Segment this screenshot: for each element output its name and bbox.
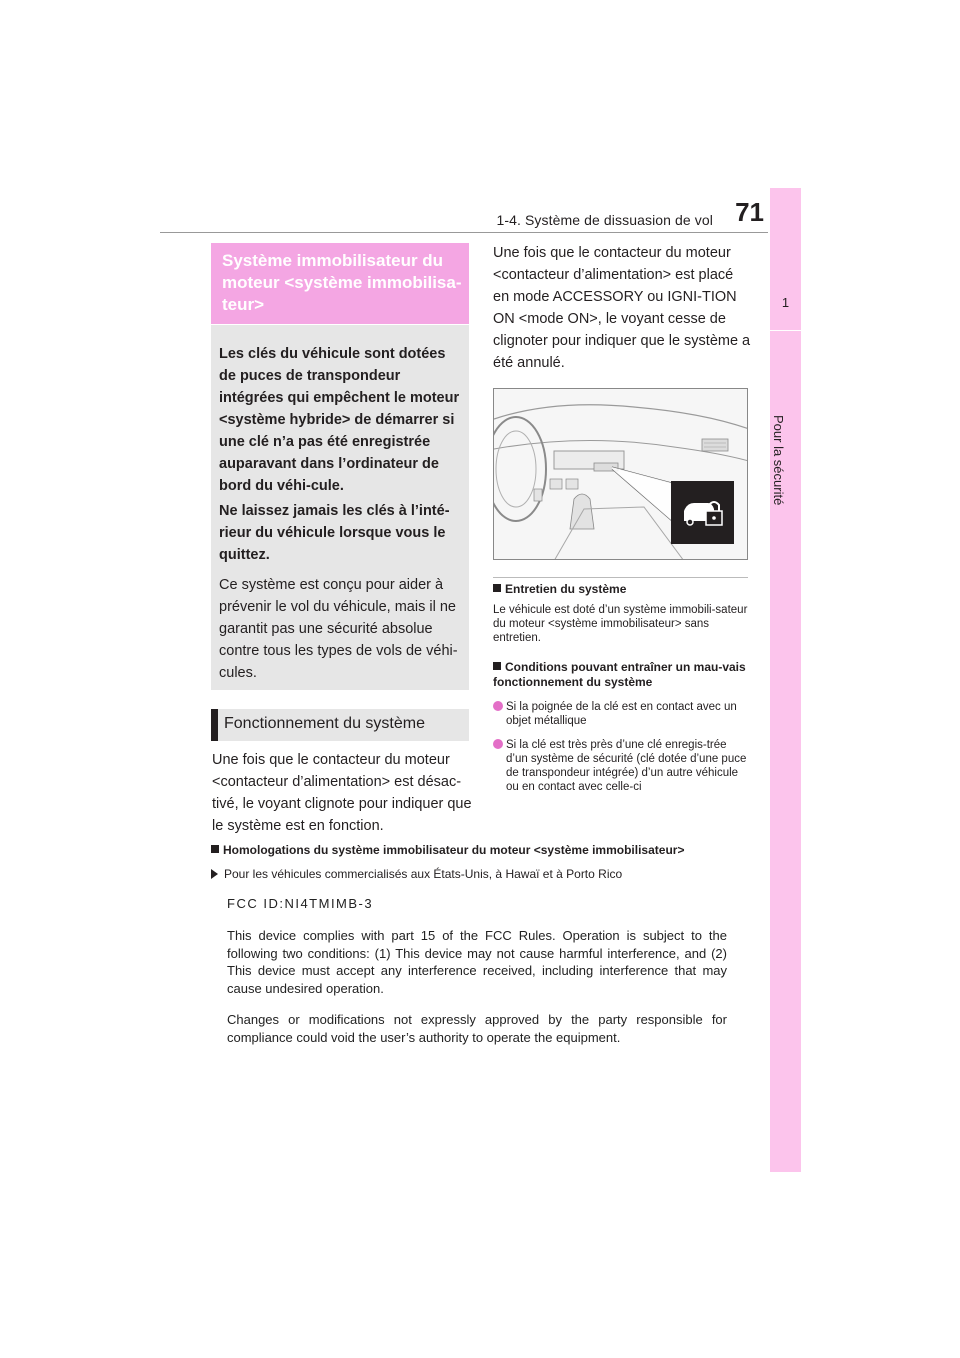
fcc-id: FCC ID:NI4TMIMB-3	[227, 896, 374, 911]
chapter-number: 1	[781, 295, 790, 310]
operation-heading-bar	[211, 709, 218, 741]
maintenance-heading: Entretien du système	[505, 582, 627, 596]
homologation-heading-row	[211, 843, 771, 857]
square-bullet-icon	[493, 584, 501, 592]
region-row	[211, 867, 771, 881]
homologation-heading: Homologations du système immobilisateur du moteur <système immobilisateur>	[223, 843, 685, 857]
chapter-side-tab	[770, 188, 801, 1172]
maintenance-heading-row	[493, 582, 751, 597]
bullet-text: Si la poignée de la clé est en contact avec un objet métallique	[506, 701, 737, 727]
list-item	[493, 738, 751, 812]
fcc-modifications-text: Changes or modifications not expressly approved by the party responsible for compliance could void the user’s authority to operate the equipment.	[227, 1012, 727, 1045]
immobilizer-title: Système immobilisateur du moteur <système immobilisa-teur>	[222, 251, 462, 314]
square-bullet-icon	[211, 845, 219, 853]
operation-body-off: Une fois que le contacteur du moteur <contacteur d’alimentation> est désac-tivé, le voyant clignote pour indiquer que le système est en fonction.	[212, 752, 472, 834]
operation-heading: Fonctionnement du système	[224, 715, 425, 732]
list-item	[493, 700, 751, 730]
bullet-text: Si la clé est très près d’une clé enregis-trée d’un système de sécurité (clé dotée d’une puce de transpondeur intégrée) d’un autre véhicule ou en contact avec celle-ci	[506, 739, 747, 793]
maintenance-text: Le véhicule est doté d’un système immobili-sateur du moteur <système immobilisateur> sans entretien.	[493, 604, 748, 644]
fcc-compliance-text: This device complies with part 15 of the FCC Rules. Operation is subject to the following two conditions: (1) This device may not cause harmful interference, and (2) This device must accept any interference received, including interference that may cause undesired operation.	[227, 928, 727, 996]
intro-disclaimer: Ce système est conçu pour aider à prévenir le vol du véhicule, mais il ne garantit pas une sécurité absolue contre tous les types de vols de véhi-cules.	[219, 577, 458, 681]
header-rule	[160, 232, 768, 233]
intro-key-transponder: Les clés du véhicule sont dotées de puces de transpondeur intégrées qui empêchent le moteur <système hybride> de démarrer si une clé n’a pas été enregistrée auparavant dans l’ordinateur de bord du véhi-cule.	[219, 346, 460, 494]
operation-body-on: Une fois que le contacteur du moteur <contacteur d’alimentation> est placé en mode ACCESSORY ou IGNI-TION ON <mode ON>, le voyant cesse de clignoter pour indiquer que le système a été annulé.	[493, 245, 751, 371]
round-bullet-icon	[493, 701, 503, 711]
page-number: 71	[735, 197, 764, 227]
section-header: 1-4. Système de dissuasion de vol	[496, 212, 713, 228]
fcc-label	[227, 896, 727, 1060]
intro-keys-warning: Ne laissez jamais les clés à l’inté-rieur du véhicule lorsque vous le quittez.	[219, 503, 450, 563]
chapter-title: Pour la sécurité	[771, 415, 786, 506]
square-bullet-icon	[493, 662, 501, 670]
round-bullet-icon	[493, 739, 503, 749]
triangle-bullet-icon	[211, 869, 218, 879]
dashboard-figure	[493, 388, 748, 560]
dashboard-illustration	[494, 389, 748, 560]
region-text: Pour les véhicules commercialisés aux États-Unis, à Hawaï et à Porto Rico	[224, 867, 623, 881]
malfunction-heading-row	[493, 660, 751, 690]
notes-rule	[493, 577, 748, 578]
side-tab-divider	[770, 330, 801, 331]
malfunction-heading: Conditions pouvant entraîner un mau-vais fonctionnement du système	[493, 660, 746, 689]
